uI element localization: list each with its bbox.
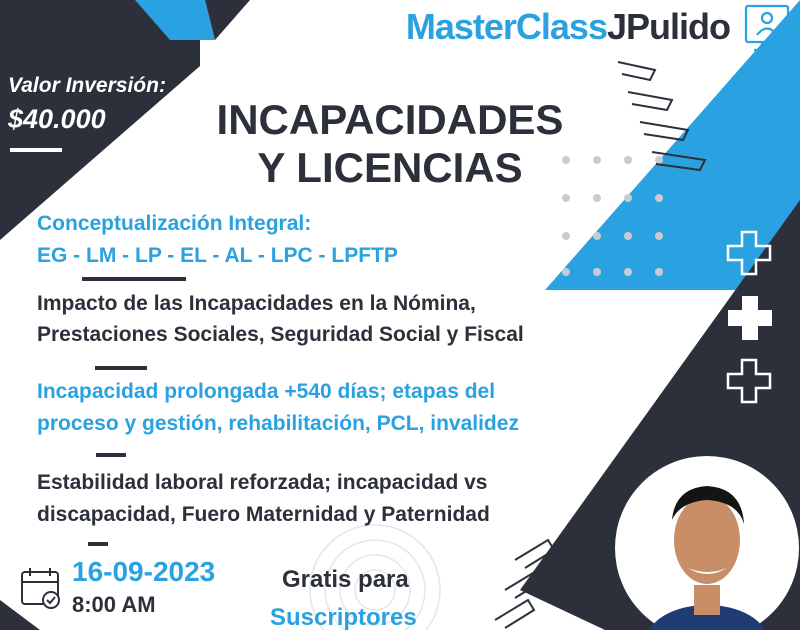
event-date: 16-09-2023 (72, 556, 216, 587)
topic-3-line2: proceso y gestión, rehabilitación, PCL, invalidez (37, 412, 519, 435)
title-line1: INCAPACIDADES (216, 96, 564, 143)
divider (82, 277, 186, 281)
topic-4-line1: Estabilidad laboral reforzada; incapacidad vs (37, 471, 488, 494)
divider (10, 148, 62, 152)
divider (96, 453, 126, 457)
title-line2: Y LICENCIAS (257, 144, 523, 191)
offer-line1: Gratis para (282, 566, 409, 593)
brand-logo: MasterClassJPulido (405, 6, 730, 47)
investment-price: $40.000 (8, 104, 106, 134)
topic-4-line2: discapacidad, Fuero Maternidad y Paternidad (37, 503, 490, 526)
offer-line2: Suscriptores (270, 604, 417, 631)
event-time: 8:00 AM (72, 592, 156, 617)
topic-2-line2: Prestaciones Sociales, Seguridad Social y Fiscal (37, 323, 524, 346)
investment-label: Valor Inversión: (8, 74, 166, 97)
divider (95, 366, 147, 370)
topic-1-line1: Conceptualización Integral: (37, 212, 312, 235)
topic-2-line1: Impacto de las Incapacidades en la Nómina, (37, 292, 476, 315)
topic-3-line1: Incapacidad prolongada +540 días; etapas del (37, 380, 496, 403)
calendar-check-icon (22, 568, 59, 608)
topic-1-line2: EG - LM - LP - EL - AL - LPC - LPFTP (37, 244, 398, 267)
divider (88, 542, 108, 546)
